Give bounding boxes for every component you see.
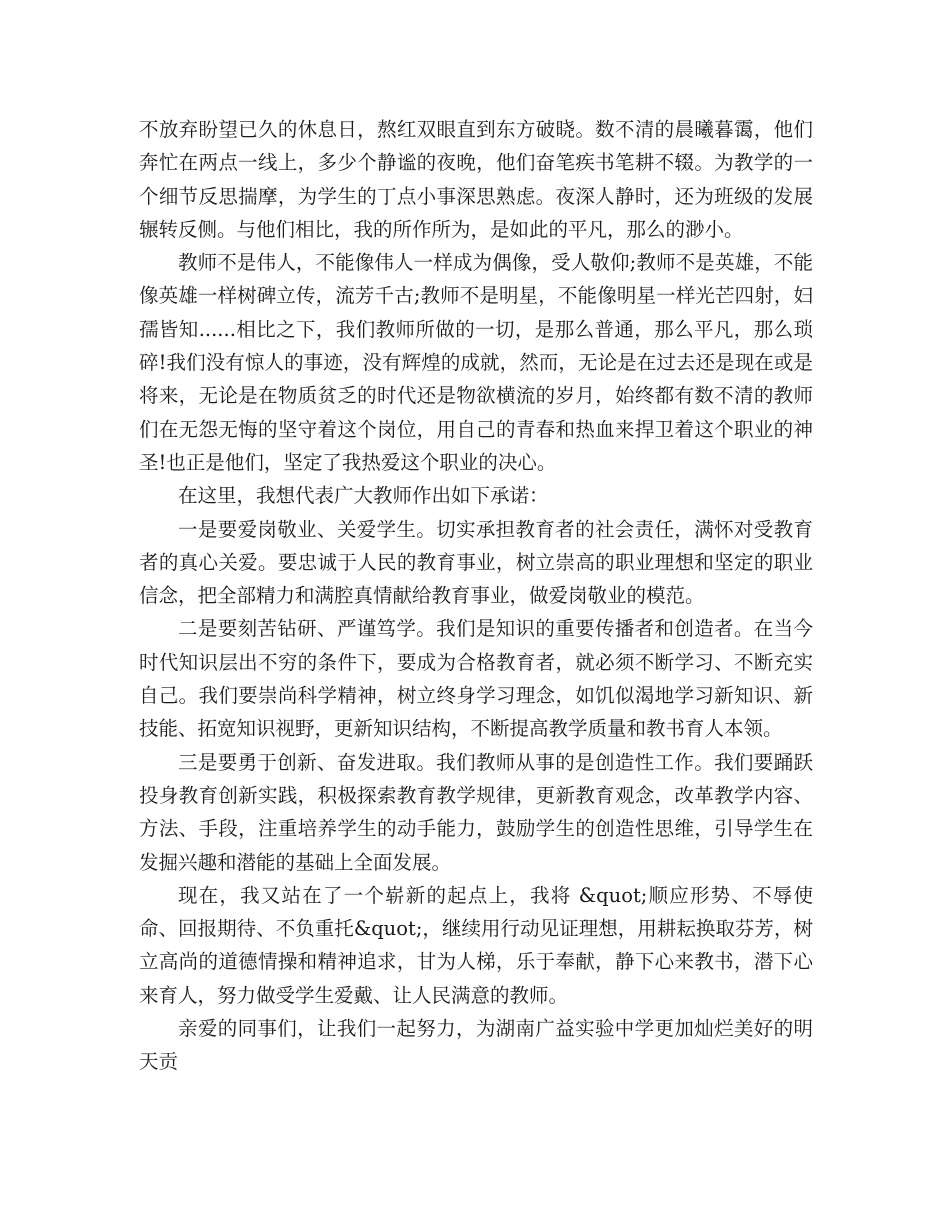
paragraph-2: 教师不是伟人，不能像伟人一样成为偶像，受人敬仰;教师不是英雄，不能像英雄一样树碑立传，流芳千古;教师不是明星，不能像明星一样光芒四射，妇孺皆知......相比之下，我们教师所做的一切，是那么普通，那么平凡，那么琐碎!我们没有惊人的事迹，没有辉煌的成就，然而，无论是在过去还是现在或是将来，无论是在物质贫乏的时代还是物欲横流的岁月，始终都有数不清的教师们在无怨无悔的坚守着这个岗位，用自己的青春和热血来捍卫着这个职业的神圣!也正是他们，坚定了我热爱这个职业的决心。: [139, 251, 813, 474]
paragraph-3: 在这里，我想代表广大教师作出如下承诺：: [178, 484, 549, 508]
paragraph-5: 二是要刻苦钻研、严谨笃学。我们是知识的重要传播者和创造者。在当今时代知识层出不穷的条件下，要成为合格教育者，就必须不断学习、不断充实自己。我们要崇尚科学精神，树立终身学习理念，如饥似渴地学习新知识、新技能、拓宽知识视野，更新知识结构，不断提高教学质量和教书育人本领。: [139, 617, 813, 741]
paragraph-4: 一是要爱岗敬业、关爱学生。切实承担教育者的社会责任，满怀对受教育者的真心关爱。要忠诚于人民的教育事业，树立崇高的职业理想和坚定的职业信念，把全部精力和满腔真情献给教育事业，做爱岗敬业的模范。: [139, 517, 813, 608]
paragraph-7: 现在，我又站在了一个崭新的起点上，我将 &quot;顺应形势、不辱使命、回报期待、不负重托&quot;，继续用行动见证理想，用耕耘换取芬芳，树立高尚的道德情操和精神追求，甘为人梯，乐于奉献，静下心来教书，潜下心来育人，努力做受学生爱戴、让人民满意的教师。: [139, 883, 813, 1007]
paragraph-8: 亲爱的同事们，让我们一起努力，为湖南广益实验中学更加灿烂美好的明天贡: [139, 1017, 813, 1074]
paragraph-6: 三是要勇于创新、奋发进取。我们教师从事的是创造性工作。我们要踊跃投身教育创新实践，积极探索教育教学规律，更新教育观念，改革教学内容、方法、手段，注重培养学生的动手能力，鼓励学生的创造性思维，引导学生在发掘兴趣和潜能的基础上全面发展。: [139, 750, 813, 874]
document-body: [139, 113, 813, 1079]
paragraph-1: 不放弃盼望已久的休息日，熬红双眼直到东方破晓。数不清的晨曦暮霭，他们奔忙在两点一线上，多少个静谧的夜晚，他们奋笔疾书笔耕不辍。为教学的一个细节反思揣摩，为学生的丁点小事深思熟虑。夜深人静时，还为班级的发展辗转反侧。与他们相比，我的所作所为，是如此的平凡，那么的渺小。: [139, 118, 813, 241]
